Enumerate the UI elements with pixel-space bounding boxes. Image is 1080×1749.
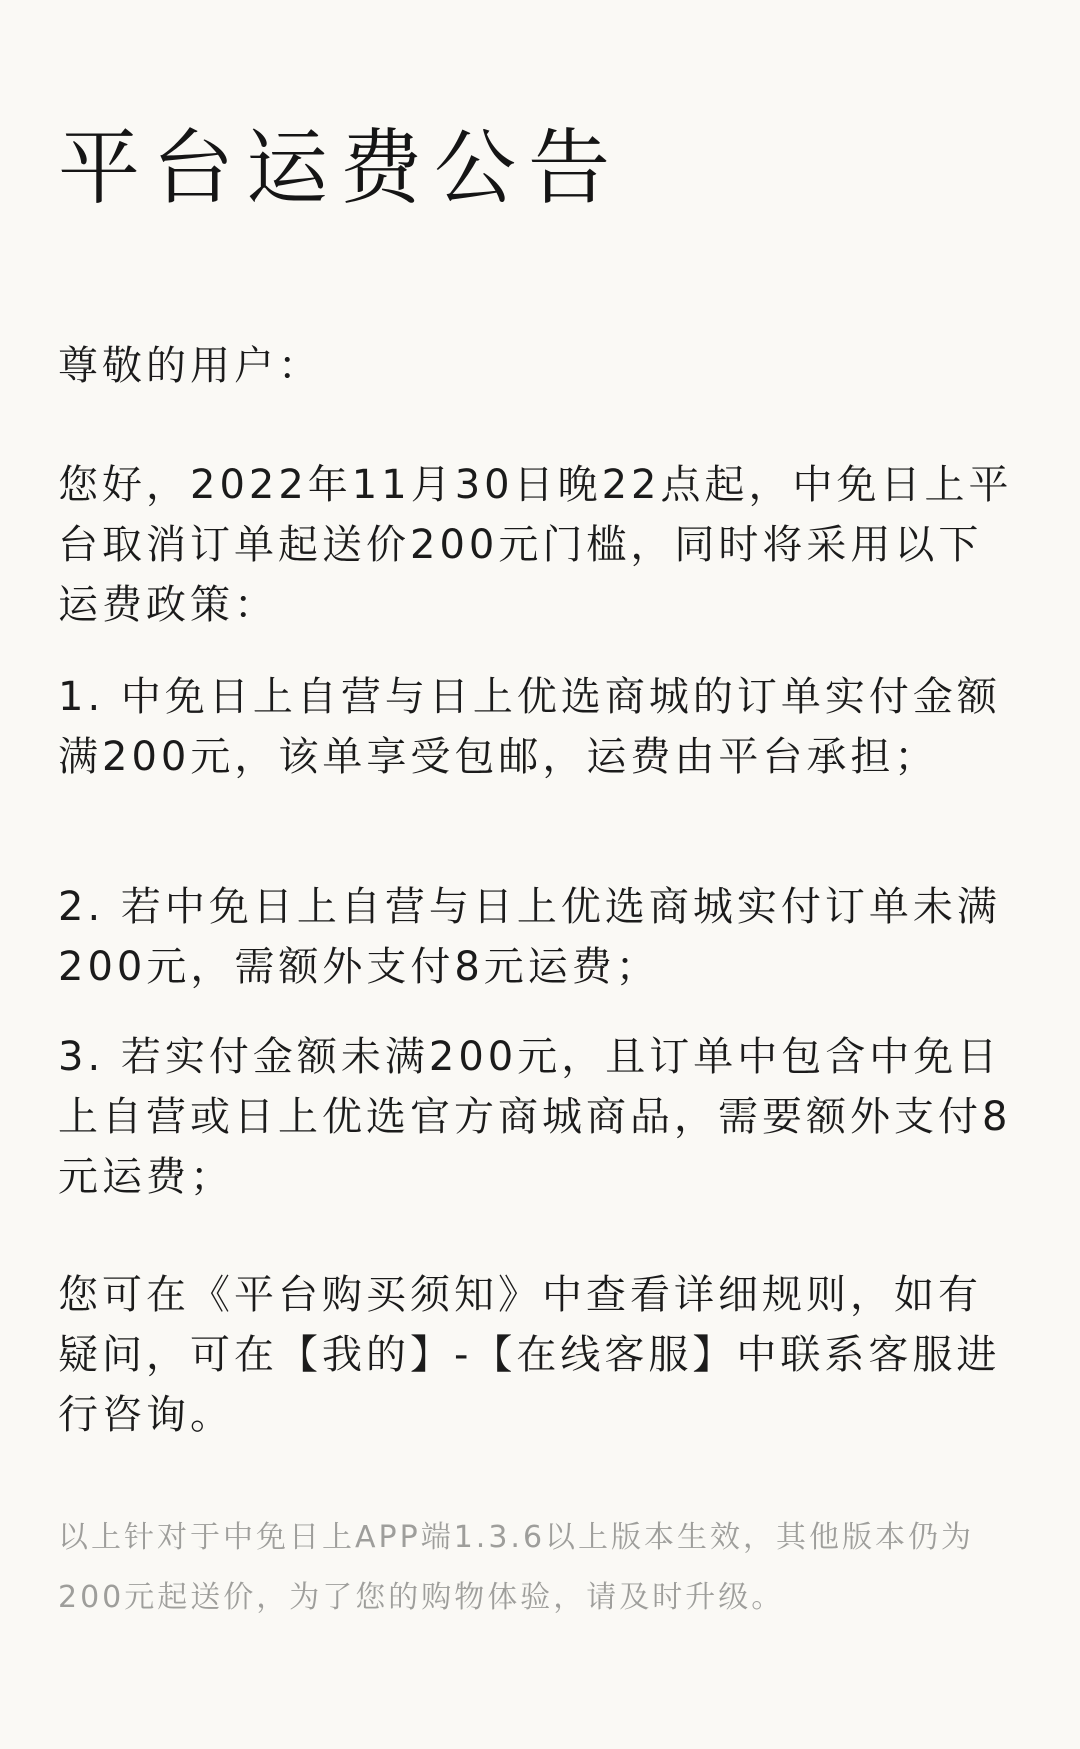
version-footnote: 以上针对于中免日上APP端1.3.6以上版本生效，其他版本仍为200元起送价，为了您的购物体验，请及时升级。	[58, 1520, 975, 1615]
policy-item: 1. 中免日上自营与日上优选商城的订单实付金额满200元，该单享受包邮，运费由平台承担；	[58, 674, 1001, 780]
contact-paragraph: 您可在《平台购买须知》中查看详细规则，如有疑问，可在【我的】-【在线客服】中联系客服进行咨询。	[58, 1272, 1001, 1438]
policy-item: 3. 若实付金额未满200元，且订单中包含中免日上自营或日上优选官方商城商品，需要额外支付8元运费；	[58, 1034, 1012, 1200]
greeting-text: 尊敬的用户：	[58, 343, 322, 389]
policy-item: 2. 若中免日上自营与日上优选商城实付订单未满200元，需额外支付8元运费；	[58, 884, 1001, 990]
page-title: 平台运费公告	[58, 121, 623, 216]
intro-paragraph: 您好，2022年11月30日晚22点起，中免日上平台取消订单起送价200元门槛，同时将采用以下运费政策：	[58, 462, 1013, 628]
